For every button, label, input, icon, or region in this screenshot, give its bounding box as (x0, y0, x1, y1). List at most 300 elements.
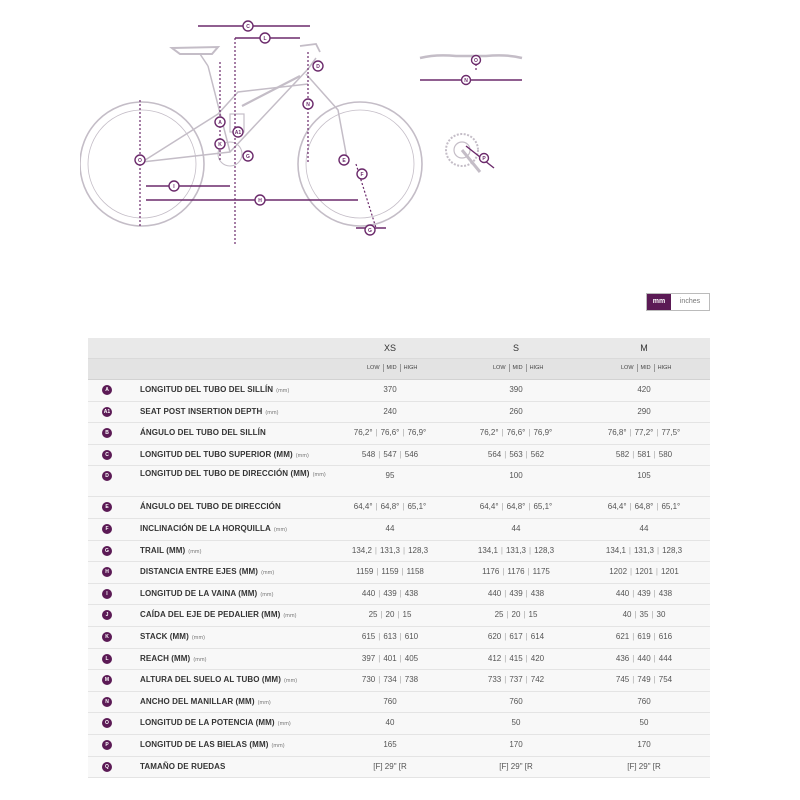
row-label (140, 428, 266, 437)
row-unit: (mm) (261, 570, 275, 577)
value-cell (471, 632, 561, 641)
value-separator: | (629, 428, 632, 438)
value-separator: | (504, 449, 507, 459)
sub-high: HIGH (526, 364, 547, 372)
value-text: 105 (637, 471, 651, 481)
value-cell (599, 697, 689, 706)
value-text: 742 (530, 675, 545, 685)
row-badge: N (102, 697, 112, 707)
value-text: 621 (615, 631, 630, 641)
value-separator: | (529, 545, 532, 555)
value-text: [F] 29" [R (627, 761, 661, 771)
row-unit: (mm) (260, 591, 274, 598)
value-text: 617 (509, 631, 523, 641)
sub-header-xs (364, 364, 420, 372)
value-cell (599, 589, 689, 598)
svg-text:F: F (360, 172, 364, 178)
value-text: 35 (639, 610, 649, 620)
value-text: 76,9° (533, 428, 553, 438)
table-row (88, 541, 710, 563)
row-label (140, 450, 309, 459)
value-text: 563 (509, 449, 523, 459)
table-row (88, 735, 710, 757)
value-separator: | (378, 631, 381, 641)
value-text: 30 (656, 610, 666, 620)
row-unit: (mm) (283, 613, 297, 620)
value-cell (599, 450, 689, 459)
bike-geometry-diagram (80, 14, 430, 244)
table-row (88, 380, 710, 402)
value-separator: | (376, 567, 379, 577)
marker-n (303, 99, 313, 109)
marker-i (169, 181, 179, 191)
value-text: 131,3 (633, 545, 655, 555)
value-separator: | (402, 502, 405, 512)
value-text: 546 (404, 449, 419, 459)
value-text: 15 (402, 610, 412, 620)
value-text: 100 (509, 471, 523, 481)
value-separator: | (527, 567, 530, 577)
row-badge: K (102, 632, 112, 642)
value-separator: | (401, 567, 404, 577)
value-separator: | (399, 449, 402, 459)
value-separator: | (399, 675, 402, 685)
value-text: 134,1 (477, 545, 498, 555)
value-cell (599, 407, 689, 416)
value-text: 76,6° (380, 428, 400, 438)
table-row (88, 757, 710, 779)
row-label (140, 524, 287, 533)
value-text: 290 (637, 406, 651, 416)
value-separator: | (504, 588, 507, 598)
value-cell (345, 718, 435, 727)
geometry-table (88, 338, 710, 778)
handlebar-diagram (416, 40, 526, 90)
value-text: 436 (615, 653, 630, 663)
value-cell (471, 718, 561, 727)
row-label-text: LONGITUD DE LAS BIELAS (MM) (140, 739, 269, 749)
row-label (140, 610, 297, 619)
row-label-text: DISTANCIA ENTRE EJES (MM) (140, 567, 259, 577)
value-separator: | (378, 653, 381, 663)
svg-text:D: D (316, 64, 320, 70)
row-label (140, 546, 202, 555)
value-separator: | (655, 567, 658, 577)
value-text: 582 (615, 449, 630, 459)
value-text: 745 (615, 675, 630, 685)
row-label (140, 718, 291, 727)
value-text: 547 (383, 449, 397, 459)
sub-mid: MID (383, 364, 400, 372)
row-label (140, 632, 205, 641)
value-text: 25 (494, 610, 504, 620)
value-text: 1158 (406, 567, 424, 577)
value-separator: | (657, 545, 660, 555)
value-separator: | (374, 545, 377, 555)
value-text: 64,8° (634, 502, 654, 512)
value-text: 440 (487, 588, 502, 598)
row-badge: A1 (103, 408, 111, 415)
value-text: 737 (509, 675, 523, 685)
value-cell (345, 762, 435, 771)
value-text: 420 (637, 385, 651, 394)
marker-l (260, 33, 270, 43)
value-text: [F] 29" [R (499, 761, 533, 771)
table-row (88, 713, 710, 735)
value-cell (345, 610, 435, 619)
value-text: 134,2 (351, 545, 372, 555)
row-label-text: TAMAÑO DE RUEDAS (140, 761, 226, 771)
unit-toggle (646, 293, 710, 311)
svg-text:P: P (482, 156, 486, 162)
value-text: 50 (639, 718, 649, 728)
sub-mid: MID (509, 364, 526, 372)
value-cell (345, 632, 435, 641)
value-separator: | (630, 567, 633, 577)
row-unit: (mm) (271, 742, 285, 749)
value-text: 44 (511, 523, 521, 533)
value-text: 131,3 (379, 545, 401, 555)
row-badge: D (102, 471, 112, 481)
row-unit: (mm) (188, 548, 202, 555)
row-unit: (mm) (295, 452, 309, 459)
svg-text:O: O (474, 58, 478, 64)
svg-text:G: G (246, 154, 250, 160)
table-row (88, 402, 710, 424)
table-row (88, 445, 710, 467)
marker-e (339, 155, 349, 165)
value-text: 1202 (609, 567, 628, 577)
value-separator: | (656, 428, 659, 438)
value-cell (599, 675, 689, 684)
value-separator: | (504, 631, 507, 641)
size-label-m: M (640, 343, 648, 353)
value-text: 613 (383, 631, 397, 641)
value-text: 401 (383, 653, 397, 663)
value-cell (471, 385, 561, 394)
sub-header-row (88, 359, 710, 380)
row-label (140, 654, 207, 663)
value-cell (471, 428, 561, 437)
value-text: 548 (361, 449, 376, 459)
row-badge: H (102, 567, 112, 577)
value-cell (345, 385, 435, 394)
sub-header-s (490, 364, 546, 372)
value-text: 64,8° (506, 502, 526, 512)
value-text: 749 (637, 675, 651, 685)
row-label (140, 567, 274, 576)
row-badge: G (102, 546, 112, 556)
value-text: 64,8° (380, 502, 400, 512)
row-label (140, 468, 340, 481)
marker-g (243, 151, 253, 161)
row-label (140, 697, 271, 706)
sub-header-m (618, 364, 674, 372)
row-label-text: LONGITUD DEL TUBO SUPERIOR (MM) (140, 449, 293, 459)
value-text: 44 (385, 523, 395, 533)
value-cell (471, 697, 561, 706)
row-badge: J (102, 610, 112, 620)
value-text: 170 (637, 739, 651, 749)
value-text: 444 (658, 653, 673, 663)
value-cell (471, 502, 561, 511)
value-cell (599, 428, 689, 437)
value-text: 44 (639, 523, 649, 533)
value-cell (599, 567, 689, 576)
value-cell (471, 762, 561, 771)
value-text: 76,8° (607, 428, 627, 438)
row-label (140, 502, 281, 511)
value-cell (345, 502, 435, 511)
value-separator: | (500, 545, 503, 555)
table-row (88, 670, 710, 692)
row-badge: M (102, 675, 112, 685)
value-separator: | (525, 588, 528, 598)
row-label-text: ÁNGULO DEL TUBO DEL SILLÍN (140, 428, 266, 438)
value-cell (345, 524, 435, 533)
value-text: 562 (530, 449, 545, 459)
value-cell (599, 502, 689, 511)
value-cell (471, 740, 561, 749)
value-cell (345, 589, 435, 598)
value-cell (599, 546, 689, 555)
table-row (88, 423, 710, 445)
row-label-text: LONGITUD DEL TUBO DE DIRECCIÓN (MM) (140, 469, 310, 479)
row-unit: (mm) (283, 678, 298, 685)
sub-high: HIGH (400, 364, 421, 372)
value-separator: | (653, 631, 656, 641)
svg-text:H: H (258, 198, 262, 204)
value-separator: | (656, 502, 659, 512)
row-badge: F (102, 524, 112, 534)
value-text: 260 (509, 406, 523, 416)
value-separator: | (378, 588, 381, 598)
crank-diagram (440, 128, 504, 184)
value-cell (345, 471, 435, 480)
value-cell (471, 524, 561, 533)
value-separator: | (653, 588, 656, 598)
table-row (88, 497, 710, 519)
value-text: 615 (361, 631, 376, 641)
value-text: 438 (404, 588, 419, 598)
marker-a (215, 117, 225, 127)
row-badge: P (102, 740, 112, 750)
value-separator: | (501, 428, 504, 438)
sub-low: LOW (621, 365, 634, 371)
marker-a1 (233, 127, 243, 137)
value-text: 440 (637, 653, 651, 663)
value-text: 581 (637, 449, 651, 459)
marker-f (357, 169, 367, 179)
value-cell (345, 428, 435, 437)
value-separator: | (628, 545, 631, 555)
value-cell (599, 471, 689, 480)
value-text: 370 (383, 385, 397, 394)
row-badge: B (102, 428, 112, 438)
row-label-text: ALTURA DEL SUELO AL TUBO (MM) (140, 675, 281, 685)
marker-h (255, 195, 265, 205)
table-row (88, 692, 710, 714)
value-separator: | (632, 588, 635, 598)
value-text: 616 (658, 631, 673, 641)
value-separator: | (651, 610, 654, 620)
value-text: 1176 (482, 567, 500, 577)
value-text: 1159 (356, 567, 374, 577)
row-label-text: SEAT POST INSERTION DEPTH (140, 406, 263, 416)
row-label (140, 407, 279, 416)
value-separator: | (528, 502, 531, 512)
marker-d (313, 61, 323, 71)
value-cell (599, 740, 689, 749)
row-badge: Q (102, 762, 112, 772)
sub-mid: MID (637, 364, 654, 372)
value-text: 128,3 (534, 545, 555, 555)
value-separator: | (402, 428, 405, 438)
unit-mm-button[interactable]: mm (647, 294, 671, 310)
value-cell (345, 697, 435, 706)
value-text: 733 (487, 675, 502, 685)
value-cell (599, 610, 689, 619)
value-text: 64,4° (607, 502, 627, 512)
row-label-text: LONGITUD DEL TUBO DEL SILLÍN (140, 385, 274, 394)
svg-text:A: A (218, 120, 222, 126)
value-text: 1159 (381, 567, 399, 577)
value-cell (599, 385, 689, 394)
row-label-text: ANCHO DEL MANILLAR (MM) (140, 696, 255, 706)
value-text: 240 (383, 406, 397, 416)
row-label-text: INCLINACIÓN DE LA HORQUILLA (140, 523, 271, 533)
sub-low: LOW (493, 365, 506, 371)
table-row (88, 519, 710, 541)
table-row (88, 605, 710, 627)
value-separator: | (525, 449, 528, 459)
value-text: 439 (383, 588, 397, 598)
value-separator: | (653, 675, 656, 685)
value-separator: | (399, 653, 402, 663)
value-text: 95 (385, 471, 395, 481)
row-label (140, 740, 285, 749)
value-text: 50 (511, 718, 521, 728)
row-unit: (mm) (277, 721, 291, 728)
value-separator: | (629, 502, 632, 512)
value-cell (599, 718, 689, 727)
value-separator: | (504, 675, 507, 685)
value-text: 25 (368, 610, 378, 620)
value-text: 170 (509, 739, 523, 749)
value-text: 1201 (635, 567, 653, 577)
value-separator: | (528, 428, 531, 438)
value-text: 65,1° (407, 502, 427, 512)
value-separator: | (632, 675, 635, 685)
svg-text:G: G (368, 228, 372, 234)
value-text: 77,5° (661, 428, 681, 438)
value-separator: | (375, 428, 378, 438)
unit-inches-button[interactable]: inches (671, 294, 709, 310)
value-cell (345, 546, 435, 555)
value-text: 738 (404, 675, 419, 685)
value-text: 65,1° (661, 502, 681, 512)
value-text: 619 (637, 631, 651, 641)
table-row (88, 562, 710, 584)
value-cell (471, 407, 561, 416)
value-text: 420 (530, 653, 545, 663)
size-label-xs: XS (383, 343, 396, 353)
value-text: 76,6° (506, 428, 526, 438)
row-label (140, 385, 289, 394)
value-text: 620 (487, 631, 502, 641)
row-badge: I (102, 589, 112, 599)
value-separator: | (501, 502, 504, 512)
table-row (88, 466, 710, 497)
value-text: 128,3 (408, 545, 429, 555)
value-separator: | (375, 502, 378, 512)
row-label (140, 762, 225, 771)
value-text: 77,2° (634, 428, 654, 438)
value-cell (471, 450, 561, 459)
svg-text:I: I (173, 184, 175, 190)
value-text: 1175 (532, 567, 550, 577)
row-badge: C (102, 450, 112, 460)
value-separator: | (653, 449, 656, 459)
svg-text:N: N (464, 78, 468, 84)
svg-text:N: N (306, 102, 310, 108)
value-text: [F] 29" [R (373, 761, 407, 771)
value-cell (345, 675, 435, 684)
row-unit: (mm) (265, 409, 279, 416)
svg-text:L: L (263, 36, 267, 42)
value-text: 64,4° (353, 502, 373, 512)
value-separator: | (378, 449, 381, 459)
value-separator: | (403, 545, 406, 555)
row-unit: (mm) (191, 634, 206, 641)
value-text: 65,1° (533, 502, 553, 512)
svg-text:C: C (246, 24, 250, 30)
sub-high: HIGH (654, 364, 675, 372)
value-separator: | (525, 653, 528, 663)
value-text: 439 (637, 588, 651, 598)
value-separator: | (525, 631, 528, 641)
marker-c (243, 21, 253, 31)
value-separator: | (502, 567, 505, 577)
value-text: 415 (509, 653, 523, 663)
value-text: 128,3 (662, 545, 683, 555)
value-text: 134,1 (605, 545, 626, 555)
value-separator: | (504, 653, 507, 663)
value-cell (345, 654, 435, 663)
value-separator: | (653, 653, 656, 663)
value-text: 439 (509, 588, 523, 598)
value-cell (471, 589, 561, 598)
value-cell (471, 675, 561, 684)
value-cell (599, 524, 689, 533)
row-badge: L (102, 654, 112, 664)
value-cell (471, 471, 561, 480)
marker-k (215, 139, 225, 149)
row-label-text: STACK (MM) (140, 631, 189, 641)
svg-text:O: O (138, 158, 142, 164)
value-text: 64,4° (479, 502, 499, 512)
value-text: 440 (615, 588, 630, 598)
value-text: 20 (385, 610, 395, 620)
value-cell (599, 762, 689, 771)
value-text: 438 (530, 588, 545, 598)
size-header-row (88, 338, 710, 359)
row-unit: (mm) (276, 388, 290, 394)
value-text: 412 (487, 653, 502, 663)
table-body (88, 380, 710, 778)
value-text: 760 (383, 696, 397, 706)
row-unit: (mm) (312, 472, 326, 479)
